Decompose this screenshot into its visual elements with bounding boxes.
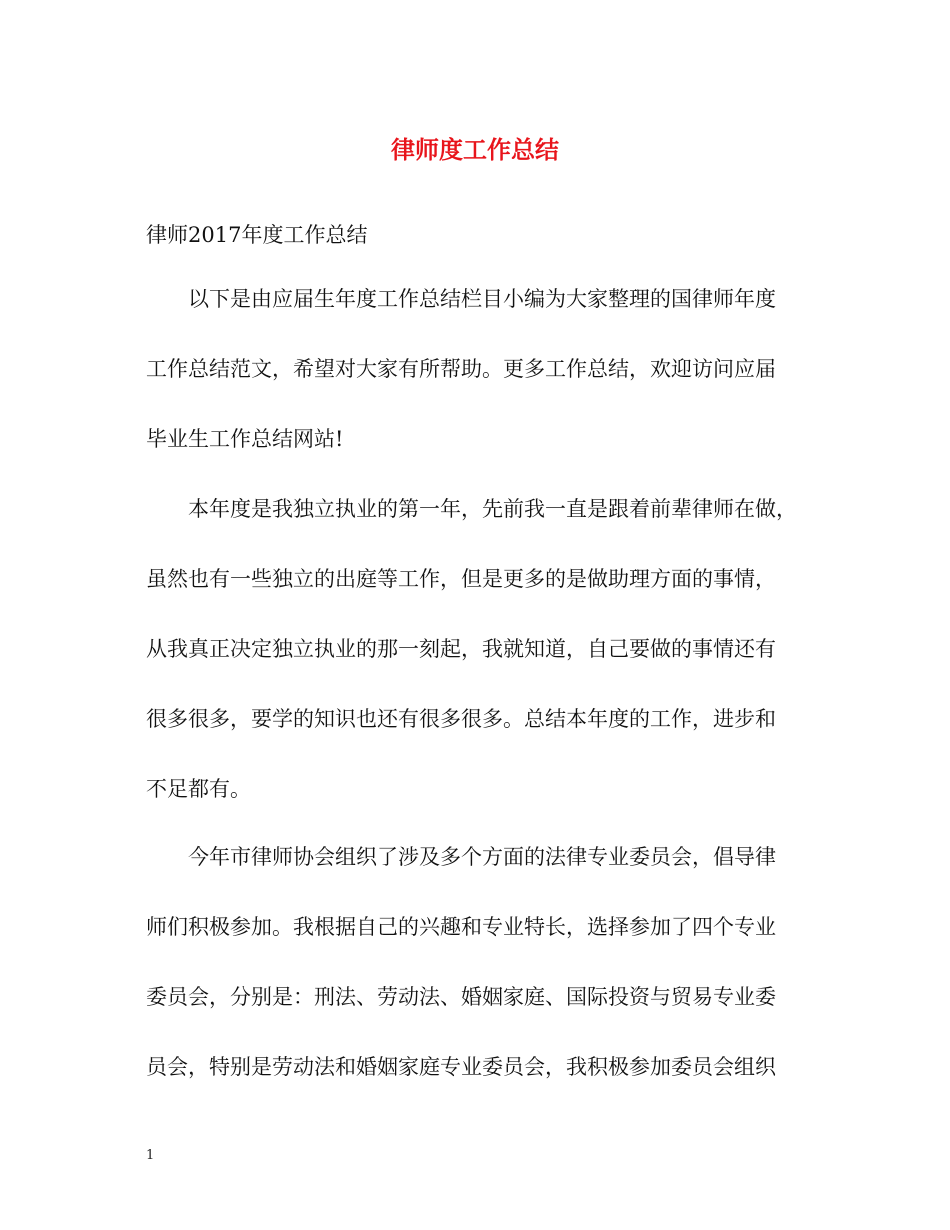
- paragraph-line: 本年度是我独立执业的第一年，先前我一直是跟着前辈律师在做，: [188, 497, 797, 521]
- page-number: 1: [146, 1148, 155, 1163]
- paragraph-line: 从我真正决定独立执业的那一刻起，我就知道，自己要做的事情还有: [146, 637, 776, 661]
- document-title: 律师度工作总结: [391, 135, 559, 164]
- paragraph-line: 不足都有。: [146, 777, 251, 801]
- paragraph-line: 今年市律师协会组织了涉及多个方面的法律专业委员会，倡导律: [188, 845, 776, 869]
- paragraph-line: 以下是由应届生年度工作总结栏目小编为大家整理的国律师年度: [188, 287, 776, 311]
- paragraph-line: 员会，特别是劳动法和婚姻家庭专业委员会，我积极参加委员会组织: [146, 1055, 776, 1079]
- paragraph-line: 虽然也有一些独立的出庭等工作，但是更多的是做助理方面的事情，: [146, 567, 776, 591]
- paragraph-line: 毕业生工作总结网站!: [146, 427, 344, 451]
- paragraph-line: 委员会，分别是：刑法、劳动法、婚姻家庭、国际投资与贸易专业委: [146, 985, 776, 1009]
- paragraph-line: 很多很多，要学的知识也还有很多很多。总结本年度的工作，进步和: [146, 707, 776, 731]
- document-subtitle: 律师2017年度工作总结: [146, 223, 368, 247]
- paragraph-line: 师们积极参加。我根据自己的兴趣和专业特长，选择参加了四个专业: [146, 915, 776, 939]
- paragraph-line: 工作总结范文，希望对大家有所帮助。更多工作总结，欢迎访问应届: [146, 357, 776, 381]
